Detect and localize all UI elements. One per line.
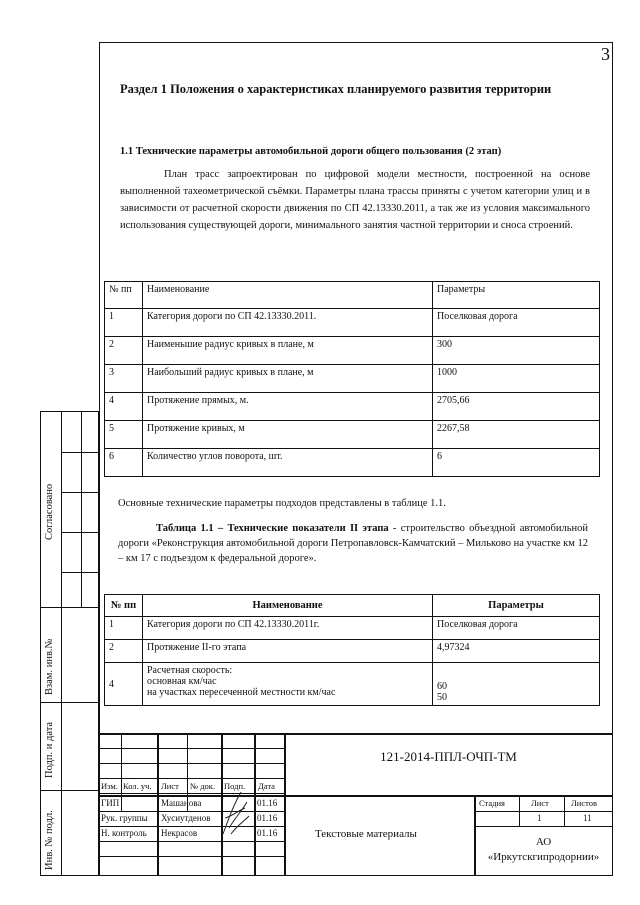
stamp-line [99,856,284,857]
stamp-line [157,733,159,876]
strip-row-line [41,607,98,608]
stamp-line [474,811,613,812]
date-norm-control: 01.16 [257,828,278,838]
strip-row-line [41,790,98,791]
cell-name: Протяжение кривых, м [143,421,433,449]
table-row [105,365,600,393]
table-row [105,421,600,449]
stamp-line [99,778,284,779]
cell-name [143,663,433,706]
cell-value [433,663,600,706]
cell-name: Количество углов поворота, шт. [143,449,433,477]
col-header-signature: Подп. [224,781,246,791]
cell-number: 2 [105,337,143,365]
speed-label: Расчетная скорость: [147,665,233,676]
title-block [99,733,613,876]
table-caption [118,521,588,566]
table-row [105,393,600,421]
cell-value: Поселковая дорога [433,617,600,640]
stamp-line [99,841,284,842]
stamp-line [99,811,284,812]
cell-number: 2 [105,640,143,663]
header-parameters: Параметры [433,595,600,617]
stamp-line [474,826,613,827]
table-row [105,449,600,477]
stamp-line [99,795,613,797]
table-caption-lead: Таблица 1.1 – Технические показатели II этапа [156,523,389,534]
table-row [105,663,600,706]
cell-number: 1 [105,617,143,640]
col-header-count: Кол. уч. [123,781,152,791]
role-chief-engineer: ГИП [101,798,120,808]
organization-name [474,835,613,865]
col-header-date: Дата [258,781,275,791]
intro-paragraph: План трасс запроектирован по цифровой модели местности, построенной на основе выполненной тахеометрической съёмки. Параметры плана трассы приняты с учетом категории улиц и в зависимости от расчетной скорости движения по СП 42.13330.2011, а так же из условия максимального использования существующей дороги, минимального занятия частной территории и сноса строений. [120,169,590,231]
cell-value: 2705,66 [433,393,600,421]
role-norm-control: Н. контроль [101,828,147,838]
header-parameters: Параметры [433,282,600,309]
stage2-indicators-table [104,594,600,706]
name-chief-engineer: Машанова [161,798,202,808]
organization-line-1: АО [535,836,552,848]
col-header-sheet: Лист [161,781,179,791]
cell-value: 4,97324 [433,640,600,663]
side-stamp-strip [40,411,99,876]
table-row [105,640,600,663]
header-number: № пп [105,282,143,309]
cell-value: 2267,58 [433,421,600,449]
agreed-label: Согласовано [44,483,55,540]
name-norm-control: Некрасов [161,828,198,838]
strip-divider [61,412,62,875]
cell-name: Категория дороги по СП 42.13330.2011. [143,309,433,337]
stamp-line [99,763,284,764]
sheet-header: Лист [531,798,549,808]
cell-number: 1 [105,309,143,337]
col-header-doc: № док. [190,781,216,791]
stamp-line [564,795,565,826]
cell-name: Протяжение II-го этапа [143,640,433,663]
speed-main-value: 60 [437,681,447,692]
cell-value: 6 [433,449,600,477]
stamp-line [121,733,122,811]
strip-row-line [41,702,98,703]
stamp-line [99,793,284,794]
page-number: 3 [601,44,610,64]
road-parameters-table [104,281,600,477]
sheets-total: 11 [583,813,592,823]
cell-number: 4 [105,663,143,706]
signature-date-label: Подп. и дата [44,721,55,778]
cell-value: 300 [433,337,600,365]
sheet-number: 1 [537,813,542,823]
stamp-line [99,826,284,827]
cell-number: 5 [105,421,143,449]
section-heading: Раздел 1 Положения о характеристиках планируемого развития территории [120,82,552,96]
handwritten-signature [219,788,253,838]
organization-line-2: «Иркутскгипродорнии» [487,851,600,863]
table-header-row [105,595,600,617]
cell-number: 4 [105,393,143,421]
header-name: Наименование [143,595,433,617]
sheets-header: Листов [571,798,597,808]
role-group-lead: Рук. группы [101,813,148,823]
document-name: Текстовые материалы [315,828,417,840]
header-number: № пп [105,595,143,617]
table-header-row [105,282,600,309]
table-reference-note: Основные технические параметры подходов представлены в таблице 1.1. [118,498,446,509]
header-name: Наименование [143,282,433,309]
subsection-heading: 1.1 Технические параметры автомобильной дороги общего пользования (2 этап) [120,146,502,157]
speed-rough-label: на участках пересеченной местности км/час [147,687,336,698]
cell-name: Категория дороги по СП 42.13330.2011г. [143,617,433,640]
cell-name: Наибольший радиус кривых в плане, м [143,365,433,393]
stamp-line [99,748,284,749]
stamp-line [254,733,256,876]
table-row [105,617,600,640]
date-chief-engineer: 01.16 [257,798,278,808]
date-group-lead: 01.16 [257,813,278,823]
replaced-inventory-label: Взам. инв.№ [44,638,55,695]
cell-number: 3 [105,365,143,393]
cell-name: Наименьшие радиус кривых в плане, м [143,337,433,365]
stamp-line [519,795,520,826]
cell-value: Поселковая дорога [433,309,600,337]
inventory-number-label: Инв. № подл. [44,810,55,870]
speed-rough-value: 50 [437,692,447,703]
stage-header: Стадия [479,798,505,808]
document-code: 121-2014-ППЛ-ОЧП-ТМ [380,749,517,764]
table-caption-text: - строительство объездной автомобильной дороги «Реконструкция автомобильной дороги Петропавловск-Камчатский – Мильково на участке км 12 – км 17 с подъездом к федеральной дороге». [118,523,588,564]
name-group-lead: Хусиутденов [161,813,211,823]
cell-value: 1000 [433,365,600,393]
table-row [105,309,600,337]
cell-name: Протяжение прямых, м. [143,393,433,421]
strip-divider [81,412,82,607]
table-row [105,337,600,365]
col-header-change: Изм. [101,781,118,791]
cell-number: 6 [105,449,143,477]
stamp-line [99,733,613,735]
speed-main-label: основная км/час [147,676,217,687]
